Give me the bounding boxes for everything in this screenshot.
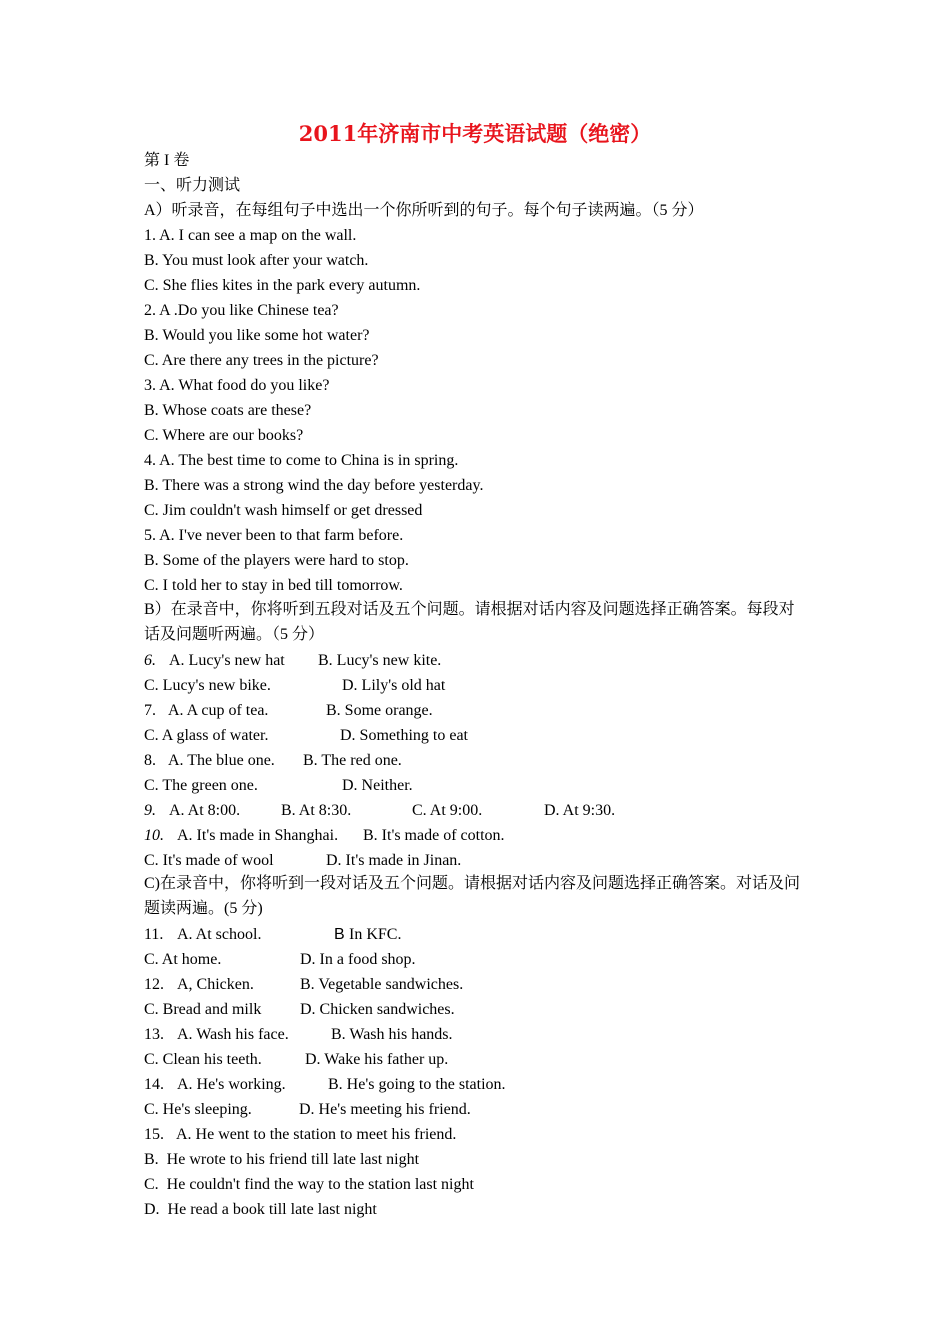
volume-label: 第 I 卷 — [144, 152, 190, 169]
option-b: B. Wash his hands. — [331, 1026, 453, 1043]
question-15-d: D. He read a book till late last night — [144, 1201, 377, 1218]
question-number: 13. — [144, 1026, 164, 1043]
part-a-line: C. I told her to stay in bed till tomorrow. — [144, 577, 403, 594]
option-d: D. Chicken sandwiches. — [300, 1001, 455, 1018]
option-d: D. Neither. — [342, 777, 413, 794]
question-7-cd — [144, 726, 468, 746]
question-12-cd — [144, 1000, 455, 1020]
question-number: 14. — [144, 1076, 164, 1093]
option-c: C. Clean his teeth. — [144, 1051, 262, 1068]
option-d: D. He's meeting his friend. — [299, 1101, 471, 1118]
question-8-cd — [144, 776, 413, 796]
question-15-c: C. He couldn't find the way to the station last night — [144, 1176, 474, 1193]
option-b: B. Some orange. — [326, 702, 433, 719]
option-a: A. It's made in Shanghai. — [177, 827, 339, 844]
question-number: 7. — [144, 702, 156, 719]
part-b-instruction: B）在录音中，你将听到五段对话及五个问题。请根据对话内容及问题选择正确答案。每段对话及问题听两遍。（5 分） — [144, 601, 795, 643]
question-11-cd — [144, 950, 416, 970]
part-a-line: C. She flies kites in the park every autumn. — [144, 277, 421, 294]
option-d: D. It's made in Jinan. — [326, 852, 462, 869]
option-d: D. In a food shop. — [300, 951, 416, 968]
option-c: C. Lucy's new bike. — [144, 677, 271, 694]
part-a-line: B. Some of the players were hard to stop. — [144, 552, 409, 569]
part-a-line: 4. A. The best time to come to China is in spring. — [144, 452, 459, 469]
part-c-instruction: C)在录音中，你将听到一段对话及五个问题。请根据对话内容及问题选择正确答案。对话及问题读两遍。(5 分) — [144, 875, 801, 917]
question-15 — [144, 1125, 457, 1145]
option-a: A. At school. — [177, 926, 262, 943]
part-a-line: B. You must look after your watch. — [144, 252, 369, 269]
question-8 — [144, 751, 402, 771]
question-10 — [144, 826, 505, 846]
question-12 — [144, 975, 464, 995]
option-d: D. Lily's old hat — [342, 677, 446, 694]
option-a: A. A cup of tea. — [168, 702, 269, 719]
page-title: 2011年济南市中考英语试题（绝密） — [298, 121, 652, 146]
question-11 — [144, 925, 402, 945]
question-7 — [144, 701, 433, 721]
option-c: C. At 9:00. — [412, 802, 483, 819]
question-13 — [144, 1025, 453, 1045]
option-a: A. He went to the station to meet his friend. — [176, 1126, 457, 1143]
option-c: C. A glass of water. — [144, 727, 269, 744]
option-b: B. At 8:30. — [281, 802, 352, 819]
option-b-letter: B — [334, 926, 345, 943]
section-heading: 一、听力测试 — [144, 177, 241, 194]
option-d: D. Wake his father up. — [305, 1051, 449, 1068]
part-a-line: B. Whose coats are these? — [144, 402, 312, 419]
question-number: 11. — [144, 926, 164, 943]
option-d: D. Something to eat — [340, 727, 468, 744]
part-a-line: 1. A. I can see a map on the wall. — [144, 227, 357, 244]
question-number: 6. — [144, 652, 156, 669]
option-b: B. Vegetable sandwiches. — [300, 976, 464, 993]
question-9 — [144, 801, 616, 821]
question-14-cd — [144, 1100, 471, 1120]
part-a-instruction: A）听录音，在每组句子中选出一个你所听到的句子。每个句子读两遍。（5 分） — [144, 202, 704, 219]
question-number: 9. — [144, 802, 156, 819]
option-c: C. He's sleeping. — [144, 1101, 252, 1118]
question-6-cd — [144, 676, 446, 696]
option-a: A. He's working. — [177, 1076, 286, 1093]
question-15-b: B. He wrote to his friend till late last night — [144, 1151, 420, 1168]
part-a-line: C. Are there any trees in the picture? — [144, 352, 379, 369]
option-a: A, Chicken. — [177, 976, 254, 993]
part-a-line: C. Jim couldn't wash himself or get dressed — [144, 502, 423, 519]
part-a-line: 3. A. What food do you like? — [144, 377, 330, 394]
option-a: A. Wash his face. — [177, 1026, 289, 1043]
part-a-line: B. Would you like some hot water? — [144, 327, 370, 344]
option-d: D. At 9:30. — [544, 802, 616, 819]
option-c: C. It's made of wool — [144, 852, 274, 869]
option-b: In KFC. — [345, 926, 402, 943]
option-b: B. The red one. — [303, 752, 402, 769]
part-a-line: B. There was a strong wind the day before yesterday. — [144, 477, 484, 494]
option-b: B. Lucy's new kite. — [318, 652, 442, 669]
question-6 — [144, 651, 442, 671]
question-number: 10. — [144, 827, 164, 844]
question-14 — [144, 1075, 506, 1095]
option-a: A. Lucy's new hat — [169, 652, 285, 669]
part-a-line: 5. A. I've never been to that farm before. — [144, 527, 404, 544]
question-10-cd — [144, 851, 462, 871]
part-a-line: 2. A .Do you like Chinese tea? — [144, 302, 339, 319]
option-a: A. At 8:00. — [169, 802, 241, 819]
option-b: B. He's going to the station. — [328, 1076, 506, 1093]
option-b: B. It's made of cotton. — [363, 827, 505, 844]
question-number: 12. — [144, 976, 164, 993]
option-c: C. The green one. — [144, 777, 258, 794]
option-c: C. At home. — [144, 951, 222, 968]
question-number: 15. — [144, 1126, 164, 1143]
question-13-cd — [144, 1050, 449, 1070]
option-a: A. The blue one. — [168, 752, 275, 769]
part-a-line: C. Where are our books? — [144, 427, 304, 444]
option-c: C. Bread and milk — [144, 1001, 262, 1018]
question-number: 8. — [144, 752, 156, 769]
